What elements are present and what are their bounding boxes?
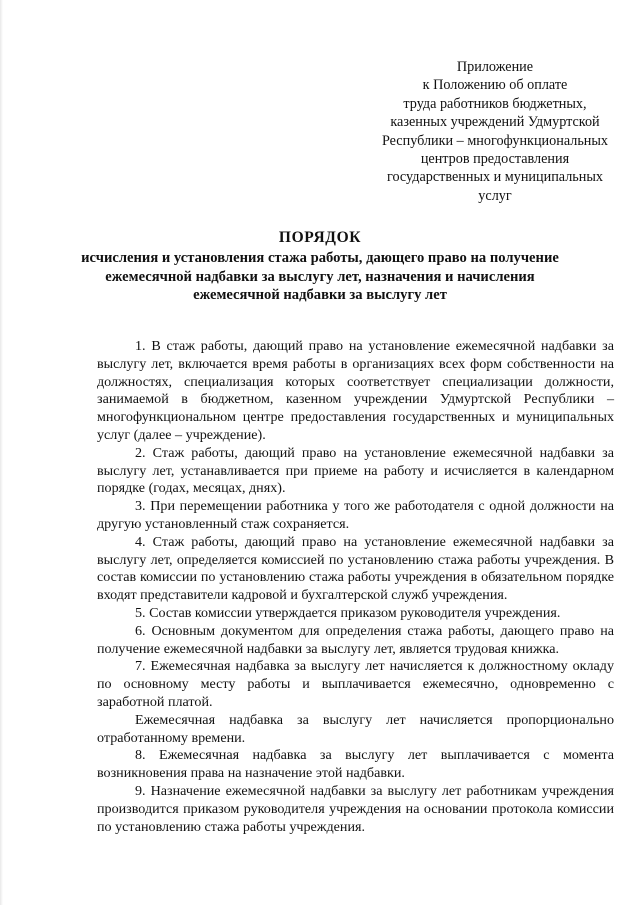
appendix-line: Республики – многофункциональных — [381, 132, 609, 149]
appendix-line: государственных и муниципальных — [387, 169, 603, 186]
appendix-line: центров предоставления — [420, 151, 570, 168]
document-title — [60, 229, 580, 304]
paragraph-9: 9. Назначение ежемесячной надбавки за выслугу лет работникам учреждения производится приказом руководителя учреждения на основании протокола комиссии по установлению стажа работы учреждения. — [97, 782, 614, 835]
paragraph-6: 6. Основным документом для определения стажа работы, дающего право на получение ежемесячной надбавки за выслугу лет, является трудовая книжка. — [97, 622, 614, 657]
paragraph-7: 7. Ежемесячная надбавка за выслугу лет начисляется к должностному окладу по основному месту работы и выплачивается ежемесячно, одновременно с заработной платой. — [97, 658, 614, 710]
appendix-line: к Положению об оплате — [422, 77, 568, 94]
paragraph-4: 4. Стаж работы, дающий право на установление ежемесячной надбавки за выслугу лет, определяется комиссией по установлению стажа работы учреждения. В состав комиссии по установлению стажа работы учреждения в обязательном порядке входят представители кадровой и бухгалтерской служб учреждения. — [97, 533, 614, 604]
title-heading: ПОРЯДОК — [278, 229, 362, 246]
paragraph-5: 5. Состав комиссии утверждается приказом руководителя учреждения. — [135, 604, 561, 621]
scan-edge — [0, 0, 3, 905]
title-line: ежемесячной надбавки за выслугу лет, назначения и начисления — [105, 268, 535, 285]
appendix-note — [360, 58, 630, 205]
paragraph-8: 8. Ежемесячная надбавка за выслугу лет выплачивается с момента возникновения права на назначение этой надбавки. — [97, 747, 614, 782]
document-body — [97, 338, 614, 836]
title-line: исчисления и установления стажа работы, дающего право на получение — [81, 250, 559, 267]
appendix-line: казенных учреждений Удмуртской — [390, 114, 600, 131]
paragraph-2: 2. Стаж работы, дающий право на установление ежемесячной надбавки за выслугу лет, устанавливается при приеме на работу и исчисляется в календарном порядке (годах, месяцах, днях). — [97, 444, 614, 497]
paragraph-1: 1. В стаж работы, дающий право на установление ежемесячной надбавки за выслугу лет, включается время работы в организациях всех форм собственности на должностях, специализация которых соответствует специализации должности, занимаемой в бюджетном, казенном учреждении Удмуртской Республики – многофункциональном центре предоставления государственных и муниципальных услуг (далее – учреждение). — [97, 338, 614, 443]
paragraph-3: 3. При перемещении работника у того же работодателя с одной должности на другую установленный стаж сохраняется. — [97, 498, 614, 532]
appendix-line: услуг — [478, 187, 512, 204]
paragraph-7-continuation: Ежемесячная надбавка за выслугу лет начисляется пропорционально отработанному времени. — [97, 711, 614, 746]
appendix-line: Приложение — [456, 59, 534, 75]
appendix-line: труда работников бюджетных, — [403, 95, 587, 112]
title-line: ежемесячной надбавки за выслугу лет — [193, 286, 447, 303]
